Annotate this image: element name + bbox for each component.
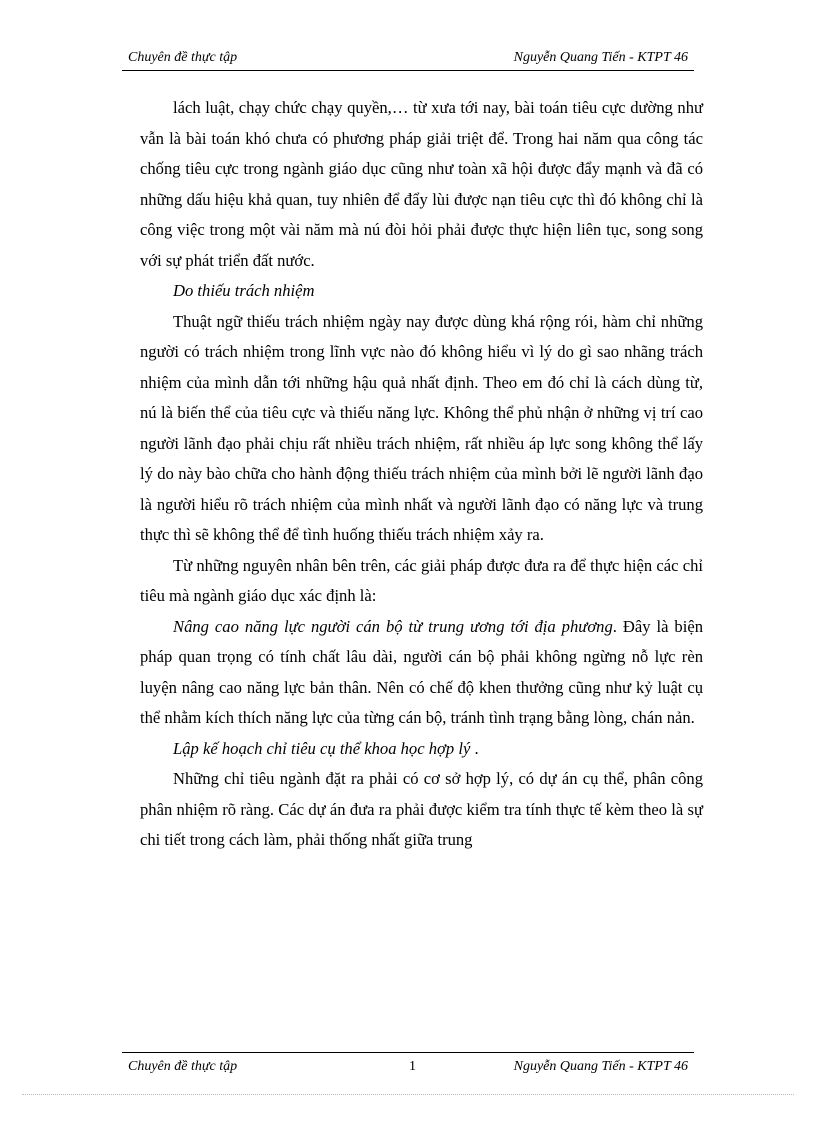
footer-right-text: Nguyễn Quang Tiến - KTPT 46 — [513, 1059, 688, 1074]
paragraph-4-italic-lead: Nâng cao năng lực người cán bộ từ trung ương tới địa phương — [173, 616, 613, 636]
header-right-text: Nguyễn Quang Tiến - KTPT 46 — [513, 50, 688, 65]
paragraph-4 — [140, 612, 703, 734]
page-footer — [122, 1052, 694, 1083]
footer-left-text: Chuyên đề thực tập — [128, 1059, 238, 1074]
subheading-lap-ke-hoach-tail: . — [470, 738, 479, 758]
page-number: 1 — [409, 1059, 416, 1074]
page-bottom-edge — [22, 1094, 794, 1095]
paragraph-4-text: . Đây là biện pháp quan trọng có tính chất lâu dài, người cán bộ phải không ngừng nỗ lực rèn luyện nâng cao năng lực bản thân. Nên có chế độ khen thưởng cũng như kỷ luật cụ thể nhằm kích thích năng lực của từng cán bộ, tránh tình trạng bằng lòng, chán nản. — [140, 616, 703, 727]
subheading-lap-ke-hoach — [140, 734, 703, 765]
paragraph-3: Từ những nguyên nhân bên trên, các giải pháp được đưa ra để thực hiện các chỉ tiêu mà ngành giáo dục xác định là: — [140, 555, 703, 605]
page-header — [122, 48, 694, 71]
subheading-lap-ke-hoach-text: Lập kế hoạch chỉ tiêu cụ thể khoa học hợp lý — [173, 738, 471, 758]
header-left-text: Chuyên đề thực tập — [128, 50, 238, 65]
paragraph-5: Những chỉ tiêu ngành đặt ra phải có cơ sở hợp lý, có dự án cụ thể, phân công phân nhiệm rõ ràng. Các dự án đưa ra phải được kiểm tra tính thực tế kèm theo là sự chi tiết trong cách làm, phải thống nhất giữa trung — [140, 769, 703, 849]
document-body — [140, 93, 703, 856]
paragraph-1: lách luật, chạy chức chạy quyền,… từ xưa tới nay, bài toán tiêu cực dường như vẫn là bài toán khó chưa có phương pháp giải triệt để. Trong hai năm qua công tác chống tiêu cực trong ngành giáo dục cũng như toàn xã hội được đẩy mạnh và đã có những dấu hiệu khả quan, tuy nhiên để đẩy lùi được nạn tiêu cực thì đó không chỉ là công việc trong một vài năm mà nú đòi hỏi phải được thực hiện liên tục, song song với sự phát triển đất nước. — [140, 98, 703, 270]
subheading-thieu-trach-nhiem: Do thiếu trách nhiệm — [173, 281, 315, 300]
paragraph-2: Thuật ngữ thiếu trách nhiệm ngày nay được dùng khá rộng rói, hàm chỉ những người có trách nhiệm trong lĩnh vực nào đó không hiểu vì lý do gì sao nhãng trách nhiệm của mình dẫn tới những hậu quả nhất định. Theo em đó chỉ là cách dùng từ, nú là biến thể của tiêu cực và thiếu năng lực. Không thể phủ nhận ở những vị trí cao người lãnh đạo phải chịu rất nhiều trách nhiệm, rất nhiều áp lực song không thể lấy lý do này bào chữa cho hành động thiếu trách nhiệm của mình bởi lẽ người lãnh đạo là người hiểu rõ trách nhiệm của mình nhất và người lãnh đạo có năng lực và trung thực thì sẽ không thể để tình huống thiếu trách nhiệm xảy ra. — [140, 311, 703, 544]
